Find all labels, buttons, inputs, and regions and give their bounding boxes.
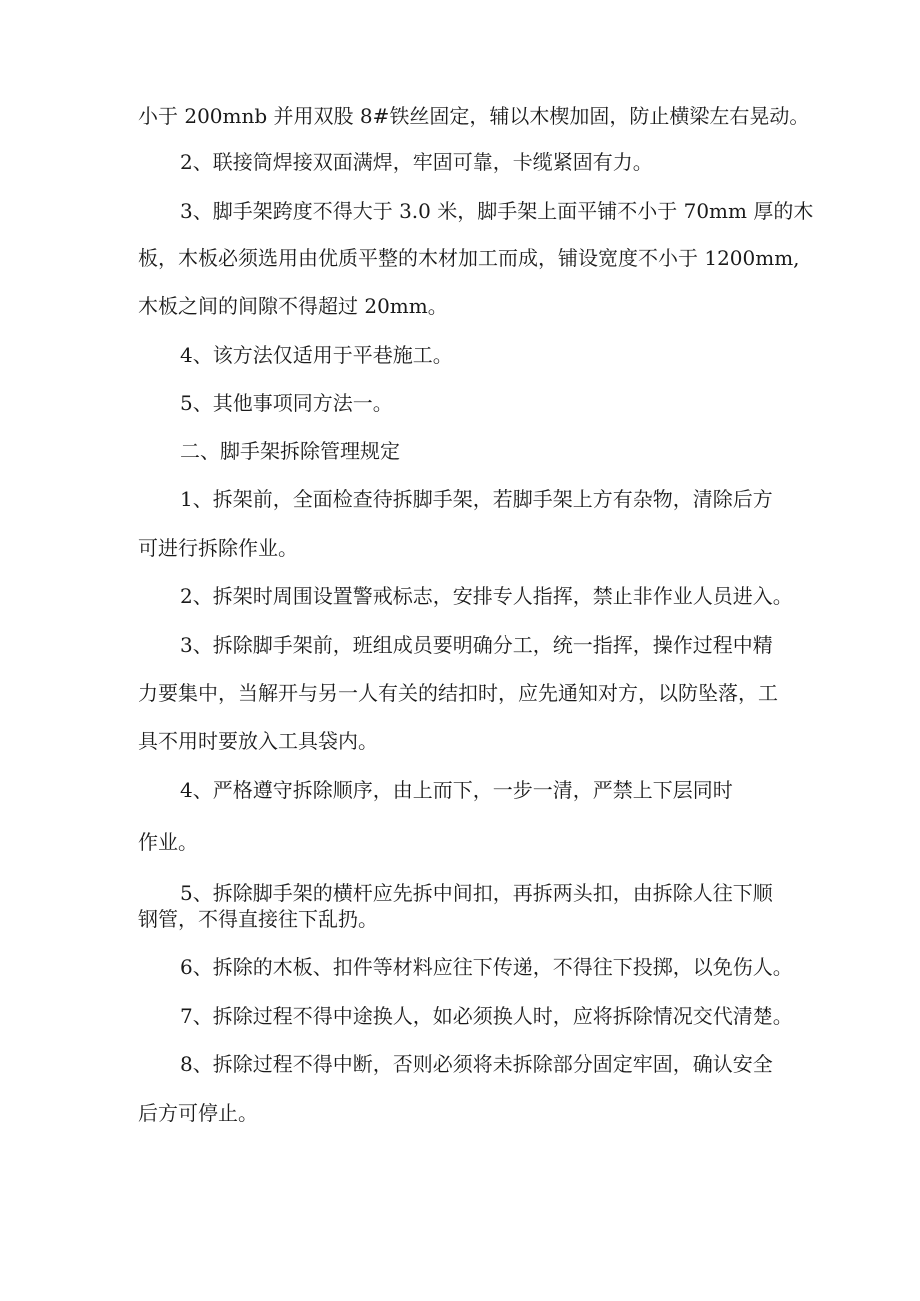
text-line: 2、联接筒焊接双面满焊，牢固可靠，卡缆紧固有力。 [180,150,653,174]
text-line: 2、拆架时周围设置警戒标志，安排专人指挥，禁止非作业人员进入。 [180,584,793,608]
text-line: 8、拆除过程不得中断，否则必须将未拆除部分固定牢固，确认安全 [180,1052,773,1076]
text-line: 3、脚手架跨度不得大于 3.0 米，脚手架上面平铺不小于 70mm 厚的木 [180,199,814,223]
text-line: 4、该方法仅适用于平巷施工。 [180,343,453,367]
text-line: 5、其他事项同方法一。 [180,391,393,415]
text-line: 力要集中，当解开与另一人有关的结扣时，应先通知对方，以防坠落，工 [138,681,778,705]
text-line: 板，木板必须选用由优质平整的木材加工而成，铺设宽度不小于 1200mm, [138,246,800,270]
text-line: 木板之间的间隙不得超过 20mm。 [138,294,448,318]
text-line: 作业。 [138,830,198,854]
text-line: 7、拆除过程不得中途换人，如必须换人时，应将拆除情况交代清楚。 [180,1004,793,1028]
text-line: 钢管，不得直接往下乱扔。 [138,907,378,931]
text-line: 后方可停止。 [138,1101,258,1125]
text-line: 小于 200mnb 并用双股 8#铁丝固定，辅以木楔加固，防止横梁左右晃动。 [138,104,810,128]
text-line: 6、拆除的木板、扣件等材料应往下传递，不得往下投掷，以免伤人。 [180,955,793,979]
text-line: 1、拆架前，全面检查待拆脚手架，若脚手架上方有杂物，清除后方 [180,487,773,511]
text-line: 4、严格遵守拆除顺序，由上而下，一步一清，严禁上下层同时 [180,778,733,802]
section-heading: 二、脚手架拆除管理规定 [180,439,400,463]
text-line: 可进行拆除作业。 [138,536,298,560]
text-line: 具不用时要放入工具袋内。 [138,729,378,753]
text-line: 5、拆除脚手架的横杆应先拆中间扣，再拆两头扣，由拆除人往下顺 [180,881,773,905]
text-line: 3、拆除脚手架前，班组成员要明确分工，统一指挥，操作过程中精 [180,633,773,657]
